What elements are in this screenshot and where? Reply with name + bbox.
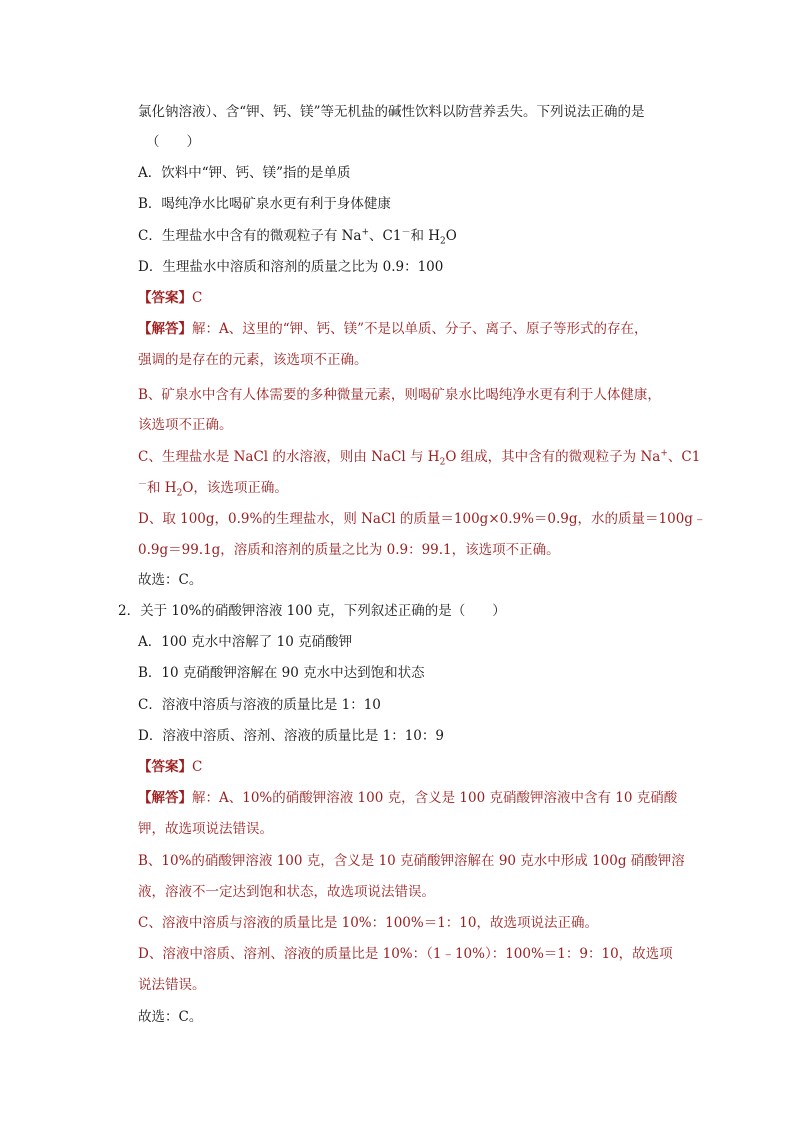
analysis-line-b1: B、矿泉水中含有人体需要的多种微量元素，则喝矿泉水比喝纯净水更有利于人体健康， [138,387,661,403]
q2-conclusion: 故选：C。 [138,1009,203,1025]
q2-option-c: C．溶液中溶质与溶液的质量比是 1：10 [138,697,381,713]
q2-answer-value: C [192,759,203,775]
q2-answer-tag: 【答案】 [138,759,192,775]
option-d: D．生理盐水中溶质和溶剂的质量之比为 0.9：100 [138,259,444,275]
analysis-line-d1: D、取 100g，0.9%的生理盐水，则 NaCl 的质量＝100g×0.9%＝0.9g，水的质量＝100g﹣ [138,511,707,527]
q2-analysis-line-a1: 【解答】解：A、10%的硝酸钾溶液 100 克，含义是 100 克硝酸钾溶液中含有 10 克硝酸 [138,790,678,806]
analysis-tag: 【解答】 [138,321,192,337]
q2-analysis-line-d1: D、溶液中溶质、溶剂、溶液的质量比是 10%：（1﹣10%）：100%＝1：9：10，故选项 [138,946,673,962]
q2-answer-line [138,757,202,777]
analysis-line-a1: 【解答】解：A、这里的“钾、钙、镁”不是以单质、分子、离子、原子等形式的存在， [138,321,648,337]
conclusion: 故选：C。 [138,572,203,588]
analysis-line-d2: 0.9g＝99.1g，溶质和溶剂的质量之比为 0.9：99.1，该选项不正确。 [138,542,560,558]
q2-option-a: A．100 克水中溶解了 10 克硝酸钾 [138,634,353,650]
answer-tag: 【答案】 [138,290,192,306]
q2-option-d: D．溶液中溶质、溶剂、溶液的质量比是 1：10：9 [138,728,444,744]
option-c: C．生理盐水中含有的微观粒子有 Na+、C1－和 $H_2O$ [138,227,457,247]
analysis-line-c1: C、生理盐水是 NaCl 的水溶液，则由 NaCl 与 $H_2O$ 组成，其中含有的微观粒子为 Na+、C1 [138,448,701,468]
analysis-line-a2: 强调的是存在的元素，该选项不正确。 [138,352,368,368]
question-2-stem: 2．关于 10%的硝酸钾溶液 100 克，下列叙述正确的是（ ） [118,603,506,619]
question-1-stem: 氯化钠溶液）、含“钾、钙、镁”等无机盐的碱性饮料以防营养丢失。下列说法正确的是 [138,104,645,120]
analysis-line-b2: 该选项不正确。 [138,417,233,433]
analysis-line-c2: －和 $H_2O$，该选项正确。 [138,479,288,499]
question-1-blank: （ ） [146,134,200,150]
q2-analysis-line-d2: 说法错误。 [138,977,206,993]
answer-line [138,288,202,308]
q2-analysis-line-b1: B、10%的硝酸钾溶液 100 克，含义是 10 克硝酸钾溶解在 90 克水中形成 100g 硝酸钾溶 [138,853,685,869]
answer-value: C [192,290,203,306]
q2-option-b: B．10 克硝酸钾溶解在 90 克水中达到饱和状态 [138,665,425,681]
q2-analysis-line-b2: 液，溶液不一定达到饱和状态，故选项说法错误。 [138,884,435,900]
option-a: A．饮料中“钾、钙、镁”指的是单质 [138,165,351,181]
q2-analysis-line-c: C、溶液中溶质与溶液的质量比是 10%：100%＝1：10，故选项说法正确。 [138,915,598,931]
q2-analysis-tag: 【解答】 [138,790,192,806]
option-b: B．喝纯净水比喝矿泉水更有利于身体健康 [138,196,391,212]
q2-analysis-line-a2: 钾，故选项说法错误。 [138,821,273,837]
